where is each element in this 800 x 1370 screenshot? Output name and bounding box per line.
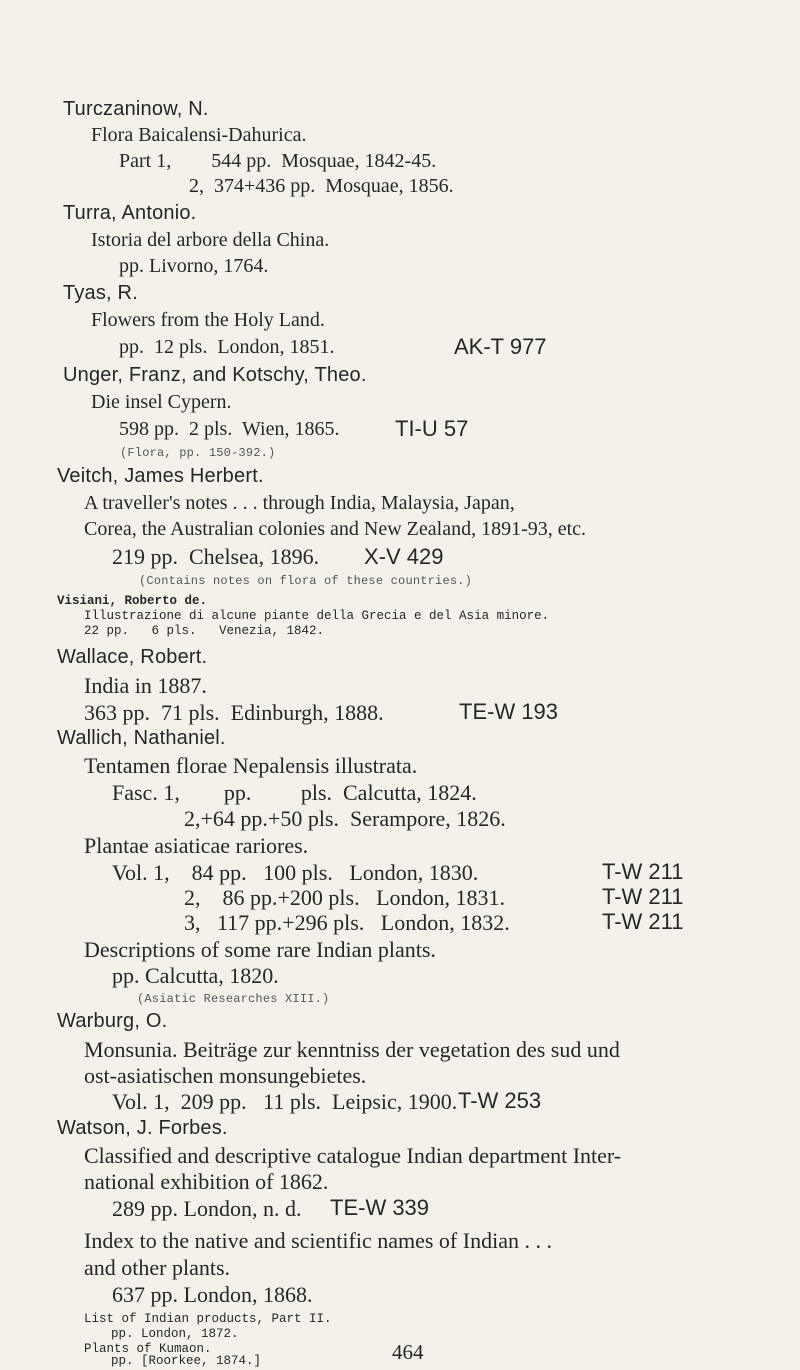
entry-publication: Vol. 1, 209 pp. 11 pls. Leipsic, 1900. <box>112 1089 458 1114</box>
shelf-mark: T-W 211 <box>602 884 684 909</box>
entry-publication: 598 pp. 2 pls. Wien, 1865. <box>119 418 340 440</box>
entry-note: (Flora, pp. 150-392.) <box>120 446 276 460</box>
entry-fascicle: Fasc. 1, pp. pls. Calcutta, 1824. <box>112 780 477 805</box>
entry-title: Classified and descriptive catalogue Indian department Inter- <box>84 1143 622 1168</box>
shelf-mark: X-V 429 <box>364 544 444 569</box>
entry-title: List of Indian products, Part II. <box>84 1312 332 1326</box>
entry-part: 2, 374+436 pp. Mosquae, 1856. <box>189 175 454 197</box>
page-number: 464 <box>392 1340 424 1364</box>
entry-title: Illustrazione di alcune piante della Grecia e del Asia minore. <box>84 609 550 623</box>
entry-author: Wallace, Robert. <box>57 646 208 668</box>
entry-title: Descriptions of some rare Indian plants. <box>84 937 436 962</box>
entry-note: (Contains notes on flora of these countries.) <box>139 574 473 588</box>
entry-title: A traveller's notes . . . through India, Malaysia, Japan, <box>84 492 515 514</box>
entry-publication: pp. 12 pls. London, 1851. <box>119 336 335 358</box>
entry-fascicle: 2,+64 pp.+50 pls. Serampore, 1826. <box>184 806 506 831</box>
entry-volume: 2, 86 pp.+200 pls. London, 1831. <box>184 885 506 910</box>
entry-author: Tyas, R. <box>63 282 138 304</box>
entry-note: (Asiatic Researches XIII.) <box>137 992 330 1006</box>
entry-title: ost-asiatischen monsungebietes. <box>84 1063 367 1088</box>
entry-author: Watson, J. Forbes. <box>57 1117 228 1139</box>
entry-volume: Vol. 1, 84 pp. 100 pls. London, 1830. <box>112 860 479 885</box>
entry-volume: 3, 117 pp.+296 pls. London, 1832. <box>184 910 510 935</box>
entry-title: Monsunia. Beiträge zur kenntniss der vegetation des sud und <box>84 1037 620 1062</box>
shelf-mark: AK-T 977 <box>454 334 547 359</box>
entry-publication: 637 pp. London, 1868. <box>112 1282 313 1307</box>
shelf-mark: T-W 253 <box>458 1088 542 1113</box>
entry-publication: 363 pp. 71 pls. Edinburgh, 1888. <box>84 700 384 725</box>
entry-title: Istoria del arbore della China. <box>91 229 330 251</box>
entry-publication: pp. Livorno, 1764. <box>119 255 269 277</box>
shelf-mark: TE-W 339 <box>330 1195 430 1220</box>
entry-author: Veitch, James Herbert. <box>57 465 264 487</box>
entry-publication: pp. London, 1872. <box>111 1327 239 1341</box>
entry-publication: 219 pp. Chelsea, 1896. <box>112 544 320 569</box>
entry-author: Turra, Antonio. <box>63 202 197 224</box>
entry-title: Plants of Kumaon. <box>84 1342 212 1356</box>
entry-publication: 289 pp. London, n. d. <box>112 1196 302 1221</box>
shelf-mark: T-W 211 <box>602 859 684 884</box>
shelf-mark: TE-W 193 <box>459 699 559 724</box>
entry-title: Flowers from the Holy Land. <box>91 309 325 331</box>
entry-publication: pp. Calcutta, 1820. <box>112 963 279 988</box>
entry-title: and other plants. <box>84 1255 231 1280</box>
entry-author: Unger, Franz, and Kotschy, Theo. <box>63 364 367 386</box>
entry-publication: 22 pp. 6 pls. Venezia, 1842. <box>84 624 325 638</box>
shelf-mark: TI-U 57 <box>395 416 469 441</box>
entry-title: Flora Baicalensi-Dahurica. <box>91 124 307 146</box>
entry-author: Wallich, Nathaniel. <box>57 727 226 749</box>
entry-publication: pp. [Roorkee, 1874.] <box>111 1354 262 1368</box>
shelf-mark: T-W 211 <box>602 909 684 934</box>
entry-part: Part 1, 544 pp. Mosquae, 1842-45. <box>119 150 437 172</box>
entry-title: Index to the native and scientific names of Indian . . . <box>84 1228 552 1253</box>
entry-author: Turczaninow, N. <box>63 98 209 120</box>
entry-title: India in 1887. <box>84 673 207 698</box>
entry-title: Die insel Cypern. <box>91 391 232 413</box>
entry-title: Corea, the Australian colonies and New Zealand, 1891-93, etc. <box>84 518 587 540</box>
entry-title: Tentamen florae Nepalensis illustrata. <box>84 753 418 778</box>
entry-author: Visiani, Roberto de. <box>57 594 208 608</box>
entry-title: national exhibition of 1862. <box>84 1169 329 1194</box>
entry-title: Plantae asiaticae rariores. <box>84 833 309 858</box>
entry-author: Warburg, O. <box>57 1010 168 1032</box>
